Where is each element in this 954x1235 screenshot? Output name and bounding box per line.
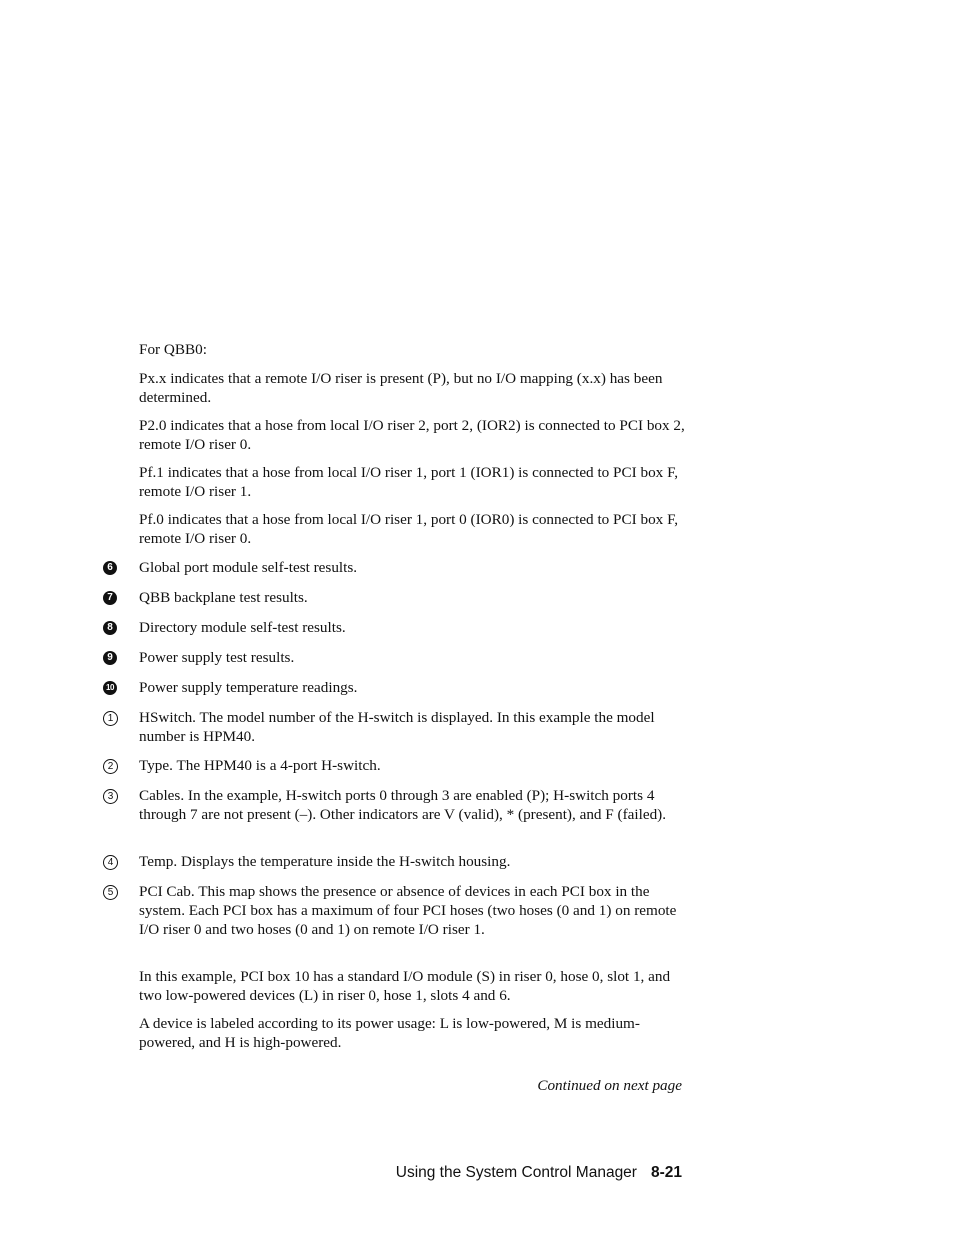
qbb-paragraph-pf0: Pf.0 indicates that a hose from local I/O riser 1, port 0 (IOR0) is connected to PCI box F, remote I/O riser 0. [139, 511, 679, 547]
callout-4-text: Temp. Displays the temperature inside the H-switch housing. [139, 853, 511, 870]
callout-10-text: Power supply temperature readings. [139, 679, 358, 696]
qbb-paragraph-pf1: Pf.1 indicates that a hose from local I/O riser 1, port 1 (IOR1) is connected to PCI box F, remote I/O riser 1. [139, 464, 679, 500]
continued-notice: Continued on next page [537, 1077, 682, 1094]
callout-6-marker: 6 [103, 561, 117, 575]
callout-5-text: PCI Cab. This map shows the presence or absence of devices in each PCI box in the system. Each PCI box has a maximum of four PCI hoses (two hoses (0 and 1) on remote I/O riser 0 and two hoses (0 and 1) on remote I/O riser 1. [139, 883, 677, 938]
callout-1-marker: 1 [103, 711, 118, 726]
callout-4-marker: 4 [103, 855, 118, 870]
callout-9-marker: 9 [103, 651, 117, 665]
callout-3-text: Cables. In the example, H-switch ports 0 through 3 are enabled (P); H-switch ports 4 through 7 are not present (–). Other indicators are V (valid), * (present), and F (failed). [139, 787, 667, 823]
callout-7-text: QBB backplane test results. [139, 589, 308, 606]
callout-8-text: Directory module self-test results. [139, 619, 346, 636]
pci-power-paragraph: A device is labeled according to its power usage: L is low-powered, M is medium-powered, and H is high-powered. [139, 1015, 640, 1051]
callout-8-marker: 8 [103, 621, 117, 635]
callout-9-text: Power supply test results. [139, 649, 295, 666]
callout-2-text: Type. The HPM40 is a 4-port H-switch. [139, 757, 381, 774]
callout-10-marker: 10 [103, 681, 117, 695]
pci-example-paragraph: In this example, PCI box 10 has a standard I/O module (S) in riser 0, hose 0, slot 1, and two low-powered devices (L) in riser 0, hose 1, slots 4 and 6. [139, 968, 671, 1004]
callout-7-marker: 7 [103, 591, 117, 605]
callout-2-marker: 2 [103, 759, 118, 774]
callout-5-marker: 5 [103, 885, 118, 900]
callout-6-text: Global port module self-test results. [139, 559, 358, 576]
footer-page-number: 8-21 [650, 1164, 682, 1181]
callout-1-text: HSwitch. The model number of the H-switch is displayed. In this example the model number is HPM40. [139, 709, 655, 745]
page-footer [300, 1163, 682, 1182]
qbb-heading: For QBB0: [139, 341, 207, 358]
callout-3-marker: 3 [103, 789, 118, 804]
qbb-paragraph-p20: P2.0 indicates that a hose from local I/O riser 2, port 2, (IOR2) is connected to PCI box 2, remote I/O riser 0. [139, 417, 685, 453]
qbb-paragraph-pxx: Px.x indicates that a remote I/O riser is present (P), but no I/O mapping (x.x) has been determined. [139, 370, 663, 406]
footer-section-title: Using the System Control Manager [395, 1164, 637, 1181]
